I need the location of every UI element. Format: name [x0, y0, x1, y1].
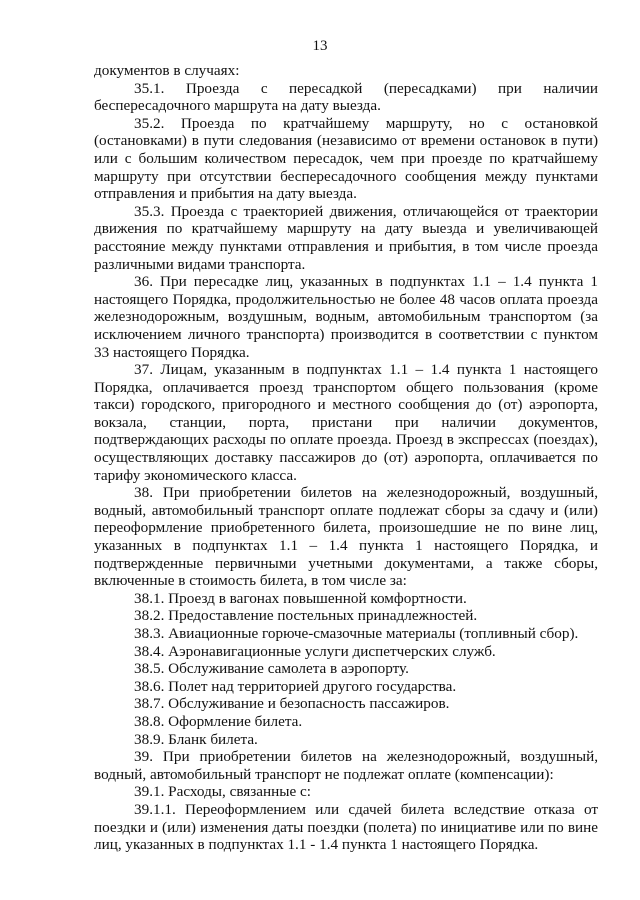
paragraph: 35.1. Проезда с пересадкой (пересадками) при наличии беспересадочного маршрута на дату выезда. [94, 79, 598, 115]
list-item: 38.7. Обслуживание и безопасность пассажиров. [134, 695, 450, 713]
paragraph: 38. При приобретении билетов на железнодорожный, воздушный, водный, автомобильный транспорт оплате подлежат сборы за сдачу и (или) переоформление приобретенного билета, произошедшие не по вине лиц, указанных в подпунктах 1.1 – 1.4 пункта 1 настоящего Порядка, и подтвержденные первичными учетными документами, а также сборы, включенные в стоимость билета, в том числе за: [94, 484, 598, 590]
list-item: 38.9. Бланк билета. [134, 730, 258, 748]
list-item: 38.6. Полет над территорией другого государства. [134, 677, 457, 695]
paragraph: 35.2. Проезда по кратчайшему маршруту, но с остановкой (остановками) в пути следования (независимо от времени остановок в пути) или с большим количеством пересадок, чем при проезде по кратчайшему маршруту при отсутствии беспересадочного сообщения между пунктами отправления и прибытия на дату выезда. [94, 114, 598, 203]
list-item: 38.5. Обслуживание самолета в аэропорту. [134, 660, 409, 678]
list-item: 38.8. Оформление билета. [134, 712, 303, 730]
list-item: 38.3. Авиационные горюче-смазочные материалы (топливный сбор). [134, 625, 579, 642]
paragraph: 39.1. Расходы, связанные с: [134, 783, 311, 801]
list-item: 38.4. Аэронавигационные услуги диспетчерских служб. [134, 642, 496, 660]
document-body [94, 62, 598, 854]
list-item: 38.2. Предоставление постельных принадлежностей. [134, 607, 478, 625]
paragraph: 35.3. Проезда с траекторией движения, отличающейся от траектории движения по кратчайшему маршруту на дату выезда и увеличивающей расстояние между пунктами отправления и прибытия, в том числе проезда различными видами транспорта. [94, 202, 598, 273]
paragraph: 39.1.1. Переоформлением или сдачей билета вследствие отказа от поездки и (или) изменения даты поездки (полета) по инициативе или по вине лиц, указанных в подпунктах 1.1 - 1.4 пункта 1 настоящего Порядка. [94, 800, 598, 854]
list-item: 38.1. Проезд в вагонах повышенной комфортности. [134, 589, 467, 607]
paragraph: 36. При пересадке лиц, указанных в подпунктах 1.1 – 1.4 пункта 1 настоящего Порядка, продолжительностью не более 48 часов оплата проезда железнодорожным, воздушным, водным, автомобильным транспортом (за исключением личного транспорта) производится в соответствии с пунктом 33 настоящего Порядка. [94, 273, 598, 361]
page-number: 13 [312, 38, 328, 54]
paragraph: 39. При приобретении билетов на железнодорожный, воздушный, водный, автомобильный транспорт не подлежат оплате (компенсации): [94, 748, 598, 783]
paragraph: 37. Лицам, указанным в подпунктах 1.1 – 1.4 пункта 1 настоящего Порядка, оплачивается проезд транспортом общего пользования (кроме такси) городского, пригородного и местного сообщения до (от) аэропорта, вокзала, станции, порта, пристани при наличии документов, подтверждающих расходы по оплате проезда. Проезд в экспрессах (поездах), осуществляющих доставку пассажиров до (от) аэропорта, оплачивается по тарифу экономического класса. [94, 361, 598, 484]
paragraph: документов в случаях: [94, 62, 240, 79]
